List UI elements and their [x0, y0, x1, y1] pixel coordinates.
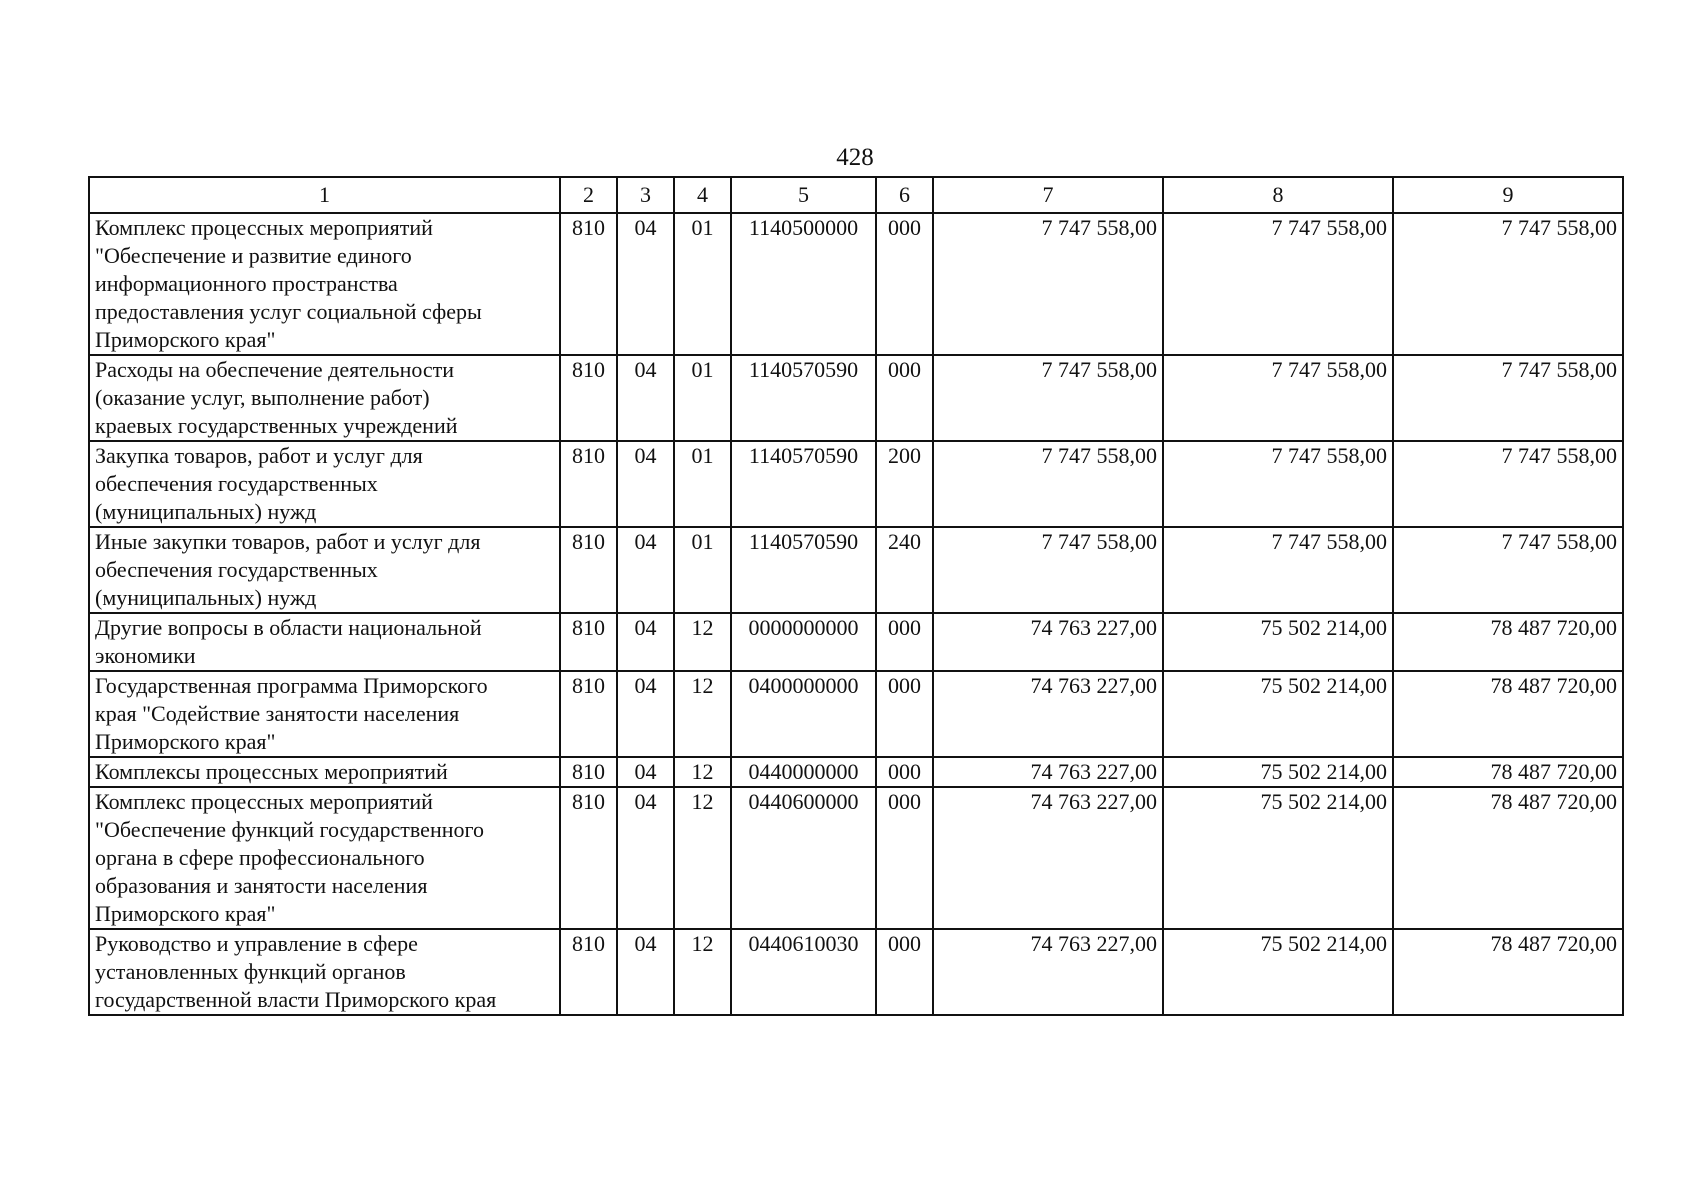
table-row: [89, 757, 1623, 787]
page-number: 428: [836, 144, 874, 171]
cell-col-8: 7 747 558,00: [1163, 441, 1393, 527]
cell-col-9: 78 487 720,00: [1393, 757, 1623, 787]
cell-col-5: 0440610030: [731, 929, 876, 1015]
cell-col-4: 12: [674, 613, 731, 671]
row-name-cell: Другие вопросы в области национальной экономики: [89, 613, 560, 671]
cell-col-3: 04: [617, 671, 674, 757]
cell-col-9: 78 487 720,00: [1393, 671, 1623, 757]
header-cell-5: 5: [731, 177, 876, 213]
cell-col-3: 04: [617, 527, 674, 613]
row-name-cell: Расходы на обеспечение деятельности (оказание услуг, выполнение работ) краевых государственных учреждений: [89, 355, 560, 441]
cell-col-8: 7 747 558,00: [1163, 213, 1393, 355]
cell-col-5: 1140570590: [731, 441, 876, 527]
row-name-cell: Комплекс процессных мероприятий "Обеспечение функций государственного органа в сфере профессионального образования и занятости населения Приморского края": [89, 787, 560, 929]
row-name-cell: Руководство и управление в сфере установленных функций органов государственной власти Приморского края: [89, 929, 560, 1015]
cell-col-2: 810: [560, 441, 617, 527]
cell-col-6: 000: [876, 757, 933, 787]
cell-col-3: 04: [617, 441, 674, 527]
header-cell-2: 2: [560, 177, 617, 213]
cell-col-4: 12: [674, 929, 731, 1015]
cell-col-3: 04: [617, 613, 674, 671]
row-name-cell: Государственная программа Приморского края "Содействие занятости населения Приморского края": [89, 671, 560, 757]
table-row: [89, 355, 1623, 441]
cell-col-5: 0440000000: [731, 757, 876, 787]
cell-col-5: 0400000000: [731, 671, 876, 757]
cell-col-6: 000: [876, 787, 933, 929]
table-row: [89, 613, 1623, 671]
table-row: [89, 441, 1623, 527]
cell-col-8: 7 747 558,00: [1163, 527, 1393, 613]
cell-col-2: 810: [560, 213, 617, 355]
cell-col-4: 12: [674, 787, 731, 929]
cell-col-3: 04: [617, 929, 674, 1015]
cell-col-7: 7 747 558,00: [933, 441, 1163, 527]
cell-col-3: 04: [617, 787, 674, 929]
cell-col-6: 240: [876, 527, 933, 613]
cell-col-7: 74 763 227,00: [933, 929, 1163, 1015]
header-cell-8: 8: [1163, 177, 1393, 213]
cell-col-3: 04: [617, 213, 674, 355]
cell-col-6: 000: [876, 929, 933, 1015]
cell-col-2: 810: [560, 613, 617, 671]
cell-col-9: 78 487 720,00: [1393, 613, 1623, 671]
header-row: [89, 177, 1623, 213]
budget-table: [88, 176, 1624, 1016]
cell-col-8: 75 502 214,00: [1163, 613, 1393, 671]
cell-col-9: 7 747 558,00: [1393, 213, 1623, 355]
cell-col-5: 1140570590: [731, 527, 876, 613]
cell-col-5: 0440600000: [731, 787, 876, 929]
cell-col-2: 810: [560, 757, 617, 787]
cell-col-9: 78 487 720,00: [1393, 929, 1623, 1015]
cell-col-6: 000: [876, 355, 933, 441]
table-row: [89, 527, 1623, 613]
cell-col-4: 01: [674, 213, 731, 355]
header-cell-4: 4: [674, 177, 731, 213]
cell-col-2: 810: [560, 671, 617, 757]
cell-col-2: 810: [560, 527, 617, 613]
cell-col-2: 810: [560, 787, 617, 929]
cell-col-4: 01: [674, 527, 731, 613]
cell-col-8: 7 747 558,00: [1163, 355, 1393, 441]
row-name-cell: Закупка товаров, работ и услуг для обеспечения государственных (муниципальных) нужд: [89, 441, 560, 527]
cell-col-2: 810: [560, 355, 617, 441]
cell-col-9: 7 747 558,00: [1393, 441, 1623, 527]
cell-col-9: 78 487 720,00: [1393, 787, 1623, 929]
cell-col-9: 7 747 558,00: [1393, 355, 1623, 441]
cell-col-9: 7 747 558,00: [1393, 527, 1623, 613]
cell-col-6: 200: [876, 441, 933, 527]
cell-col-3: 04: [617, 355, 674, 441]
header-cell-7: 7: [933, 177, 1163, 213]
row-name-cell: Комплексы процессных мероприятий: [89, 757, 560, 787]
table-row: [89, 929, 1623, 1015]
row-name-cell: Комплекс процессных мероприятий "Обеспечение и развитие единого информационного пространства предоставления услуг социальной сферы Приморского края": [89, 213, 560, 355]
cell-col-7: 7 747 558,00: [933, 527, 1163, 613]
cell-col-7: 7 747 558,00: [933, 213, 1163, 355]
cell-col-8: 75 502 214,00: [1163, 929, 1393, 1015]
cell-col-8: 75 502 214,00: [1163, 787, 1393, 929]
table-row: [89, 787, 1623, 929]
cell-col-7: 74 763 227,00: [933, 613, 1163, 671]
table-row: [89, 671, 1623, 757]
cell-col-7: 74 763 227,00: [933, 671, 1163, 757]
cell-col-7: 7 747 558,00: [933, 355, 1163, 441]
cell-col-6: 000: [876, 671, 933, 757]
header-cell-9: 9: [1393, 177, 1623, 213]
cell-col-6: 000: [876, 213, 933, 355]
cell-col-8: 75 502 214,00: [1163, 757, 1393, 787]
header-cell-6: 6: [876, 177, 933, 213]
cell-col-2: 810: [560, 929, 617, 1015]
cell-col-4: 12: [674, 757, 731, 787]
cell-col-7: 74 763 227,00: [933, 757, 1163, 787]
cell-col-4: 01: [674, 441, 731, 527]
cell-col-6: 000: [876, 613, 933, 671]
header-cell-1: 1: [89, 177, 560, 213]
table-row: [89, 213, 1623, 355]
cell-col-7: 74 763 227,00: [933, 787, 1163, 929]
cell-col-5: 0000000000: [731, 613, 876, 671]
header-cell-3: 3: [617, 177, 674, 213]
cell-col-4: 12: [674, 671, 731, 757]
cell-col-3: 04: [617, 757, 674, 787]
row-name-cell: Иные закупки товаров, работ и услуг для обеспечения государственных (муниципальных) нужд: [89, 527, 560, 613]
cell-col-5: 1140500000: [731, 213, 876, 355]
cell-col-5: 1140570590: [731, 355, 876, 441]
cell-col-4: 01: [674, 355, 731, 441]
cell-col-8: 75 502 214,00: [1163, 671, 1393, 757]
